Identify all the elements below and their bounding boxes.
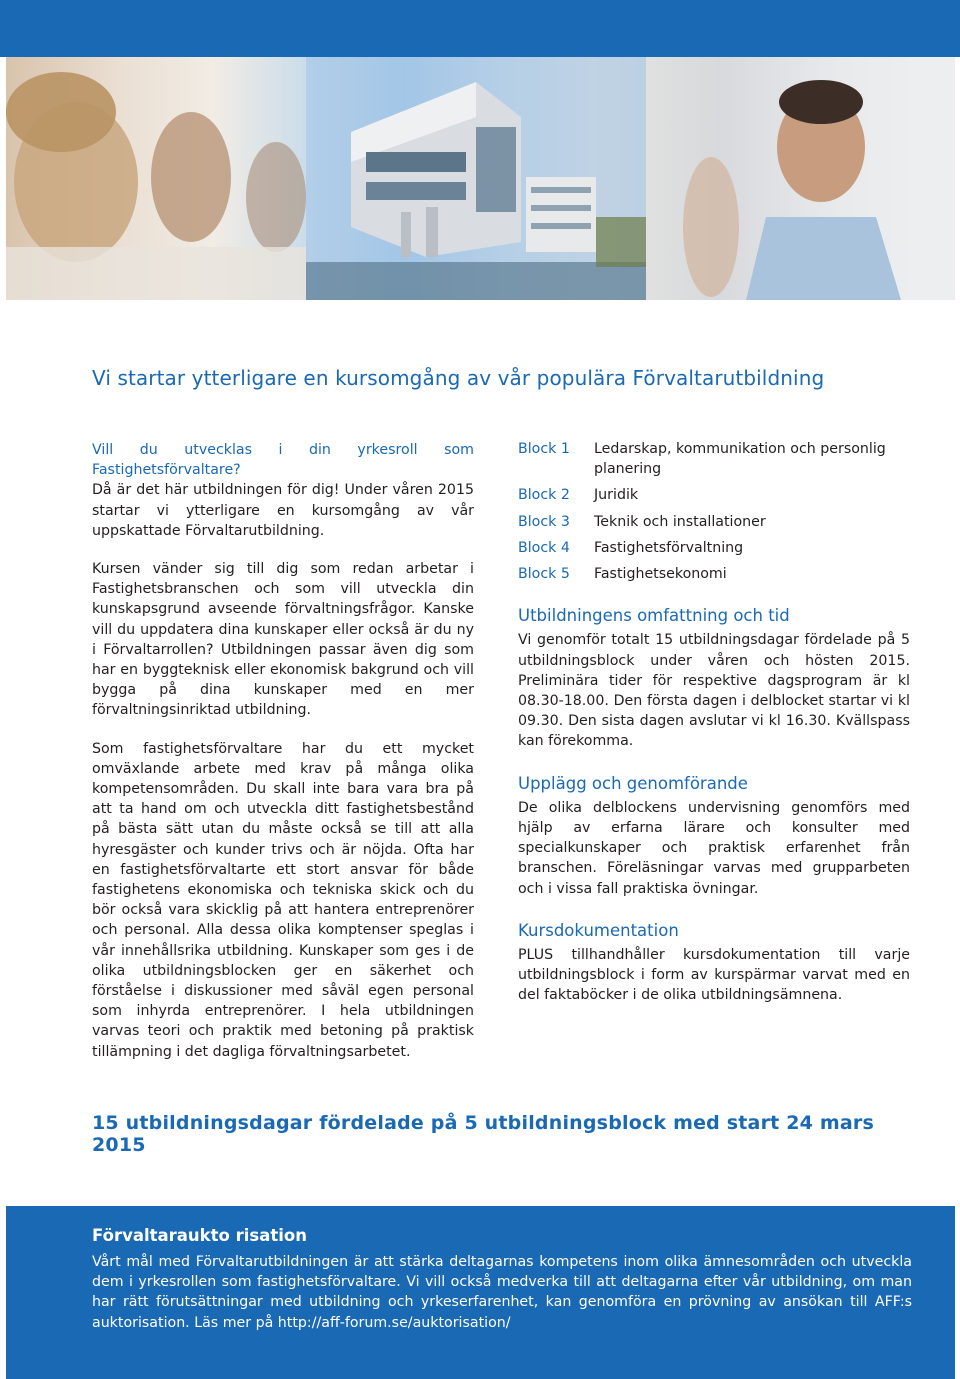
block-name: Ledarskap, kommunikation och personlig planering bbox=[594, 441, 886, 478]
authorisation-text: Vårt mål med Förvaltarutbildningen är att stärka deltagarnas kompetens inom olika ämnesområden och utveckla dem i yrkesrollen som fastighetsförvaltare. Vi vill också medverka till att deltagarna efter vår utbildning, om man har rätt förutsättningar med utbildning och yrkeserfarenhet, kan genomföra en prövning av ansökan till AFF:s auktorisation. Läs mer på http://aff-forum.se/auktorisation/ bbox=[92, 1254, 912, 1331]
role-description-paragraph: Som fastighetsförvaltare har du ett mycket omväxlande arbete med krav på många olika kompetensområden. Du skall inte bara vara bra på att ta hand om och utveckla ditt fastighetsbestånd på bästa sätt utan du måste också se till att alla hyresgäster och kunder trivs och är nöjda. Ofta har en fastighetsförvaltarte ett stort ansvar för både fastighetens ekonomiska och tekniska skick och du bör också vara skicklig på att hantera entreprenörer och personal. Alla dessa olika komptenser speglas i vår innehållsrika utbildning. Kunskaper som ges i de olika utbildningsblocken ger en säkerhet och förståelse i diskussioner med såväl egen personal som inhyrda entreprenörer. I hela utbildningen varvas teori och praktik med betoning på praktisk tillämpning i det dagliga förvaltningsarbetet. bbox=[92, 740, 474, 1060]
scope-section bbox=[518, 606, 910, 751]
docs-text: PLUS tillhandhåller kursdokumentation till varje utbildningsblock i form av kurspärmar varvat med en del faktaböcker i de olika utbildningsämnena. bbox=[518, 947, 910, 1004]
layout-text: De olika delblockens undervisning genomförs med hjälp av erfarna lärare och konsulter med specialkunskaper och praktisk erfarenhet från branschen. Föreläsningar varvas med grupparbeten och i vissa fall praktiska övningar. bbox=[518, 799, 910, 897]
scope-heading: Utbildningens omfattning och tid bbox=[518, 606, 790, 626]
block-row bbox=[518, 485, 910, 505]
scope-text: Vi genomför totalt 15 utbildningsdagar fördelade på 5 utbildningsblock under våren och hösten 2015. Preliminära tider för respektive dagsprogram är kl 08.30-18.00. Den första dagen i delblocket startar vi kl 09.30. Den sista dagen avslutar vi kl 16.30. Kvällspass kan förekomma. bbox=[518, 632, 910, 750]
block-name: Teknik och installationer bbox=[594, 513, 766, 530]
block-row bbox=[518, 564, 910, 584]
docs-heading: Kursdokumentation bbox=[518, 920, 679, 940]
block-name: Fastighetsekonomi bbox=[594, 566, 727, 583]
block-list bbox=[518, 439, 910, 584]
block-number: Block 2 bbox=[518, 487, 570, 504]
left-column bbox=[92, 440, 474, 1062]
photo-banner bbox=[6, 57, 955, 300]
block-name: Juridik bbox=[594, 487, 639, 504]
authorisation-heading: Förvaltaraukto risation bbox=[92, 1226, 307, 1245]
block-name: Fastighetsförvaltning bbox=[594, 539, 744, 556]
banner-photo-illustration bbox=[6, 57, 955, 300]
page-headline: Vi startar ytterligare en kursomgång av vår populära Förvaltarutbildning bbox=[92, 366, 825, 390]
right-column bbox=[518, 439, 910, 1006]
layout-section bbox=[518, 774, 910, 899]
block-row bbox=[518, 439, 910, 479]
intro-question: Vill du utvecklas i din yrkesroll som Fastighetsförvaltare? bbox=[92, 442, 474, 479]
block-number: Block 4 bbox=[518, 539, 570, 556]
block-number: Block 3 bbox=[518, 513, 570, 530]
tagline: 15 utbildningsdagar fördelade på 5 utbildningsblock med start 24 mars 2015 bbox=[92, 1112, 875, 1156]
block-row bbox=[518, 512, 910, 532]
block-number: Block 1 bbox=[518, 441, 570, 457]
block-row bbox=[518, 538, 910, 558]
intro-paragraph: Då är det här utbildningen för dig! Under våren 2015 startar vi ytterligare en kursomgång av vår uppskattade Förvaltarutbildning. bbox=[92, 482, 474, 539]
top-color-band bbox=[0, 0, 960, 57]
docs-section bbox=[518, 921, 910, 1006]
layout-heading: Upplägg och genomförande bbox=[518, 773, 748, 793]
target-audience-paragraph: Kursen vänder sig till dig som redan arbetar i Fastighetsbranschen och som vill utveckla din kunskapsgrund avseende förvaltningsfrågor. Kanske vill du uppdatera dina kunskaper eller också är du ny i Förvaltarrollen? Utbildningen passar även dig som har en byggteknisk eller ekonomisk bakgrund och vill bygga på dina kunskaper med en mer förvaltningsinriktad utbildning. bbox=[92, 561, 474, 719]
block-number: Block 5 bbox=[518, 566, 570, 583]
authorisation-box bbox=[6, 1206, 955, 1379]
